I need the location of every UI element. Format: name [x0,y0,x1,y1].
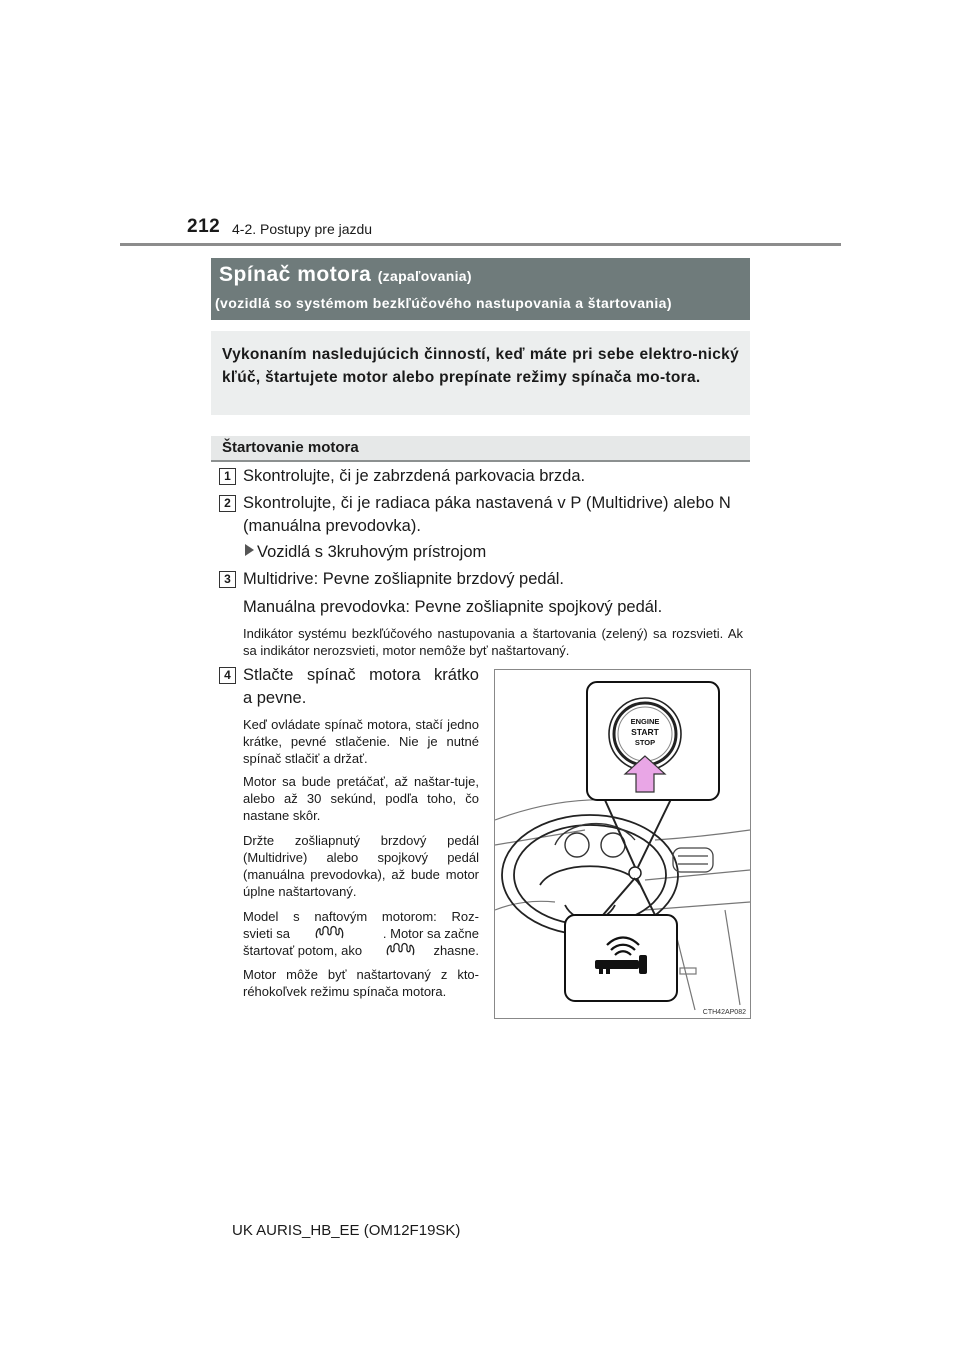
step-number-3: 3 [219,571,236,588]
step-number-4: 4 [219,667,236,684]
step-2-text-line1: Skontrolujte, či je radiaca páka nastavená v P (Multidrive) alebo N [243,494,731,512]
step-4-note-1: Keď ovládate spínač motora, stačí jedno krátke, pevné stlačenie. Nie je nutné spínač stlačiť a držať. [243,717,479,766]
step-4-note-5: Motor môže byť naštartovaný z kto-réhokoľvek režimu spínača motora. [243,967,479,999]
page-subtitle: (vozidlá so systémom bezkľúčového nastupovania a štartovania) [215,295,672,311]
step-4-note-4-line2b: . Motor sa začne [382,926,479,941]
step-4-note-4-line2a: svieti sa [243,926,290,941]
step-3-text-line2: Manuálna prevodovka: Pevne zošliapnite spojkový pedál. [243,598,663,616]
page-title: Spínač motora (zapaľovania) [219,263,472,286]
step-4-text-line2: a pevne. [243,689,307,707]
step-3-text-line1: Multidrive: Pevne zošliapnite brzdový pedál. [243,570,565,588]
header-divider [120,243,841,246]
step-4-note-4-line1: Model s naftovým motorom: Roz- [243,909,479,924]
page-title-suffix: (zapaľovania) [377,268,472,284]
step-4-note-3: Držte zošliapnutý brzdový pedál (Multidrive) alebo spojkový pedál (manuálna prevodovka), až bude motor úplne naštartovaný. [243,833,479,899]
step-number-2: 2 [219,495,236,512]
bullet-triangle-icon [245,544,254,556]
intro-text: Vykonaním nasledujúcich činností, keď máte pri sebe elektro-nický kľúč, štartujete motor alebo prepínate režimy spínača mo-tora. [222,346,739,386]
button-label-engine: ENGINE [630,717,660,726]
footer-model-code: UK AURIS_HB_EE (OM12F19SK) [232,1222,461,1239]
engine-start-illustration [494,669,751,1019]
step-1-text: Skontrolujte, či je zabrzdená parkovacia brzda. [243,467,586,485]
section-reference: 4-2. Postupy pre jazdu [232,221,373,237]
figure-code: CTH42AP082 [702,1009,746,1016]
intro-box [211,331,750,415]
step-3-note: Indikátor systému bezkľúčového nastupovania a štartovania (zelený) sa rozsvieti. Ak sa indikátor nerozsvieti, motor nemôže byť naštartovaný. [243,626,743,658]
glow-plug-indicator-icon [383,939,423,959]
title-bar [211,258,750,320]
subsection-header [211,436,750,462]
subsection-title: Štartovanie motora [222,439,359,456]
step-4-text-line1: Stlačte spínač motora krátko [243,666,479,684]
step-4-note-2: Motor sa bude pretáčať, až naštar-tuje, alebo až 30 sekúnd, podľa toho, čo nastane skôr. [243,774,479,823]
bullet-text: Vozidlá s 3kruhovým prístrojom [257,543,487,561]
dashboard-drawing [495,670,750,1018]
step-number-1: 1 [219,468,236,485]
page-number: 212 [187,216,221,237]
step-4-note-4-line3a: štartovať potom, ako [243,943,363,958]
button-label-start: START [631,727,659,737]
glow-plug-indicator-icon [312,922,352,942]
step-4-note-4-line3b: zhasne. [433,943,479,958]
step-2-text-line2: (manuálna prevodovka). [243,517,421,535]
button-label-stop: STOP [634,738,656,747]
